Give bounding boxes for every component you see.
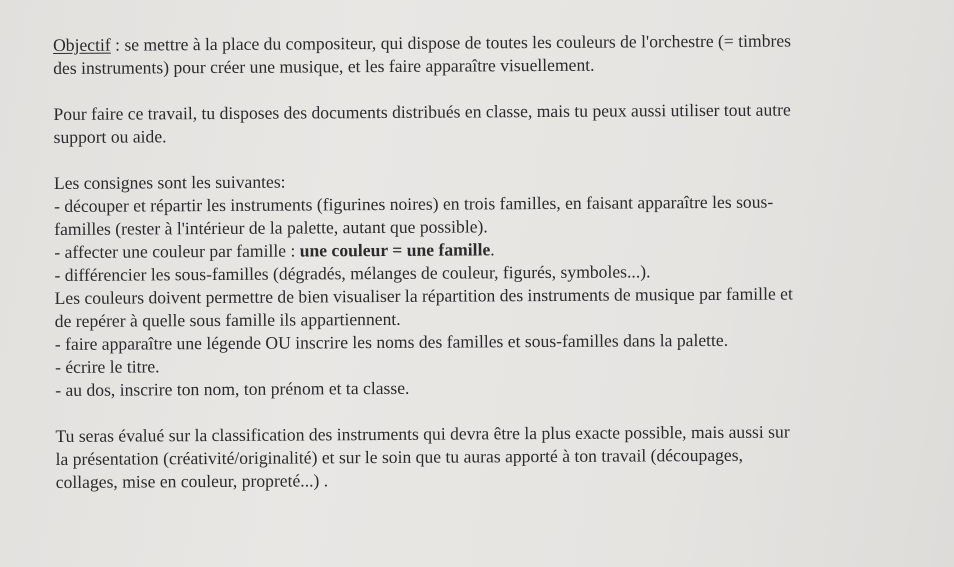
evaluation-line-2: la présentation (créativité/originalité) et sur le soin que tu auras apporté à ton travail (découpages, xyxy=(55,444,744,469)
instructions-heading: Les consignes sont les suivantes: xyxy=(53,171,286,193)
evaluation-line-3: collages, mise en couleur, propreté...) . xyxy=(55,470,329,492)
instruction-item-6: - au dos, inscrire ton nom, ton prénom et ta classe. xyxy=(55,377,410,400)
instruction-item-2-prefix: - affecter une couleur par famille : xyxy=(54,240,300,262)
support-line-2: support ou aide. xyxy=(53,126,167,147)
instruction-item-4: - faire apparaître une légende OU inscrire les noms des familles et sous-familles dans la palette. xyxy=(54,329,729,354)
instruction-item-2-emphasis: une couleur = une famille xyxy=(299,239,491,261)
objective-line-2: des instruments) pour créer une musique, et les faire apparaître visuellement. xyxy=(53,54,595,78)
objective-label: Objectif xyxy=(53,34,111,55)
instruction-note-line-2: de repérer à quelle sous famille ils appartiennent. xyxy=(54,308,401,331)
instruction-item-1-line-1: - découper et répartir les instruments (figurines noires) en trois familles, en faisant apparaître les sous- xyxy=(53,191,774,216)
support-paragraph xyxy=(53,98,938,149)
support-line-1: Pour faire ce travail, tu disposes des documents distribués en classe, mais tu peux aussi utiliser tout autre xyxy=(53,99,791,124)
instruction-item-2-suffix: . xyxy=(490,239,495,260)
evaluation-paragraph xyxy=(55,420,940,494)
document-page xyxy=(53,29,941,494)
instruction-item-3: - différencier les sous-familles (dégradés, mélanges de couleur, figurés, symboles...). xyxy=(54,261,651,285)
instruction-item-5: - écrire le titre. xyxy=(54,356,160,377)
instruction-note-line-1: Les couleurs doivent permettre de bien visualiser la répartition des instruments de musique par famille et xyxy=(54,283,793,308)
objective-text: : se mettre à la place du compositeur, qui dispose de toutes les couleurs de l'orchestre (= timbres xyxy=(110,30,792,55)
instructions-section xyxy=(54,167,940,402)
evaluation-line-1: Tu seras évalué sur la classification des instruments qui devra être la plus exacte possible, mais aussi sur xyxy=(55,421,790,446)
instruction-item-1-line-2: familles (rester à l'intérieur de la palette, autant que possible). xyxy=(54,216,488,239)
objective-paragraph xyxy=(53,29,938,80)
